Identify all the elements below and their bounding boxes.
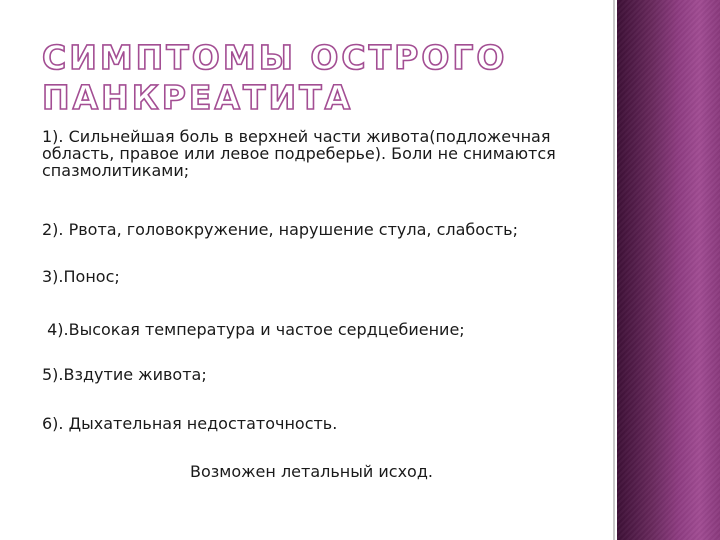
title-line-1: СИМПТОМЫ ОСТРОГО (42, 38, 508, 77)
conclusion-text: Возможен летальный исход. (190, 462, 433, 481)
title-line-2: ПАНКРЕАТИТА (42, 78, 354, 117)
symptom-item-5: 5).Вздутие живота; (42, 365, 207, 384)
panel-divider (613, 0, 615, 540)
symptom-item-4: 4).Высокая температура и частое сердцебиение; (42, 320, 465, 339)
symptom-item-6: 6). Дыхательная недостаточность. (42, 414, 338, 433)
slide-title (42, 38, 562, 118)
symptom-item-3: 3).Понос; (42, 267, 120, 286)
symptom-item-1: 1). Сильнейшая боль в верхней части живота(подложечная область, правое или левое подреберье). Боли не снимаются спазмолитиками; (42, 127, 556, 180)
decorative-side-panel (617, 0, 720, 540)
symptom-item-2: 2). Рвота, головокружение, нарушение стула, слабость; (42, 220, 518, 239)
